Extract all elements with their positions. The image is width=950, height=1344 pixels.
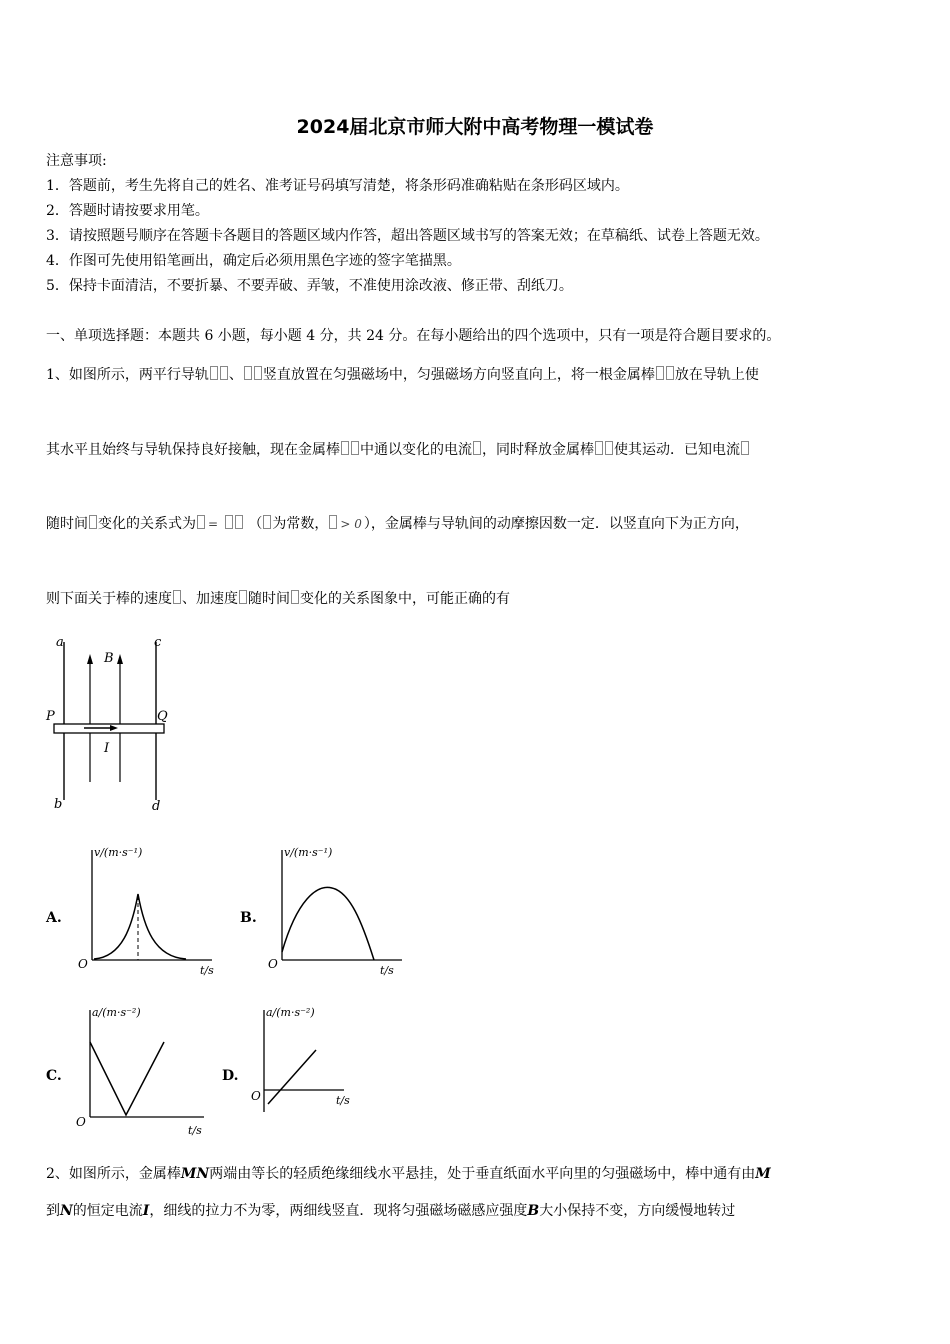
acceleration-line <box>90 1042 164 1115</box>
q1-text: 使其运动．已知电流 <box>614 442 740 458</box>
label-a: a <box>56 635 64 650</box>
question-1-line-4 <box>46 589 510 609</box>
formula-placeholder <box>595 441 603 455</box>
notice-item-4: 4．作图可先使用铅笔画出，确定后必须用黑色字迹的签字笔描黑。 <box>46 253 461 269</box>
formula-eq: = <box>208 517 222 531</box>
formula-placeholder <box>239 590 247 604</box>
q1-text: 、加速度 <box>182 591 238 607</box>
graph-c <box>72 1002 222 1137</box>
q1-text: 变化的关系图象中，可能正确的有 <box>300 591 510 607</box>
acceleration-line <box>268 1050 316 1104</box>
label-current: I <box>104 741 110 756</box>
option-c-label[interactable]: C. <box>46 1068 62 1084</box>
q2-text: 2、如图所示，金属棒 <box>46 1166 181 1182</box>
label-p: P <box>46 709 55 724</box>
q1-text: 、 <box>228 367 243 383</box>
y-axis-label: a/(m·s⁻²) <box>266 1006 315 1019</box>
option-a-label[interactable]: A. <box>46 910 62 926</box>
q1-text: 竖直放置在匀强磁场中，匀强磁场方向竖直向上，将一根金属棒 <box>262 367 655 383</box>
x-axis-label: t/s <box>200 964 214 977</box>
formula-placeholder <box>254 366 262 380</box>
velocity-curve <box>94 894 186 959</box>
formula-placeholder <box>341 441 349 455</box>
formula-placeholder <box>197 515 205 529</box>
origin-label: O <box>251 1089 261 1103</box>
origin-label: O <box>76 1115 86 1129</box>
q1-text: 随时间 <box>248 591 290 607</box>
formula-placeholder <box>225 515 233 529</box>
x-axis-label: t/s <box>380 964 394 977</box>
formula-placeholder <box>329 515 337 529</box>
graph-b <box>262 842 412 977</box>
velocity-curve <box>282 887 374 960</box>
y-axis-label: v/(m·s⁻¹) <box>284 846 333 859</box>
q2-text: ，细线的拉力不为零，两细线竖直．现将匀强磁场磁感应强度 <box>149 1203 528 1219</box>
label-b: b <box>54 797 63 812</box>
section-heading: 一、单项选择题：本题共 6 小题，每小题 4 分，共 24 分。在每小题给出的四个选项中，只有一项是符合题目要求的。 <box>46 328 781 344</box>
x-axis-label: t/s <box>188 1124 202 1137</box>
notice-item-1: 1．答题前，考生先将自己的姓名、准考证号码填写清楚，将条形码准确粘贴在条形码区域内。 <box>46 178 629 194</box>
notice-item-3: 3．请按照题号顺序在答题卡各题目的答题区域内作答，超出答题区域书写的答案无效；在草稿纸、试卷上答题无效。 <box>46 228 769 244</box>
q2-text: 大小保持不变，方向缓慢地转过 <box>539 1203 736 1219</box>
label-q: Q <box>157 709 168 724</box>
y-axis-label: a/(m·s⁻²) <box>92 1006 141 1019</box>
formula-placeholder <box>263 515 271 529</box>
notice-heading: 注意事项: <box>46 153 107 169</box>
option-b-label[interactable]: B. <box>240 910 257 926</box>
option-d-label[interactable]: D. <box>222 1068 239 1084</box>
question-1-line-2 <box>46 440 750 460</box>
q1-text: ，同时释放金属棒 <box>482 442 594 458</box>
origin-label: O <box>78 957 88 971</box>
q1-text: 随时间 <box>46 516 88 532</box>
q1-text: 放在导轨上使 <box>674 367 759 383</box>
q1-text: ），金属棒与导轨间的动摩擦因数一定．以竖直向下为正方向， <box>363 516 749 532</box>
question-1-line-1 <box>46 365 759 385</box>
q2-text: 的恒定电流 <box>72 1203 143 1219</box>
question-1-line-3 <box>46 514 749 534</box>
q1-text: 1、如图所示，两平行导轨 <box>46 367 209 383</box>
formula-placeholder <box>473 441 481 455</box>
q1-text: （ <box>248 516 263 532</box>
label-d: d <box>152 799 161 814</box>
label-c: c <box>154 635 162 650</box>
q2-text: 两端由等长的轻质绝缘细线水平悬挂，处于垂直纸面水平向里的匀强磁场中，棒中通有由 <box>209 1166 756 1182</box>
notice-item-2: 2．答题时请按要求用笔。 <box>46 203 209 219</box>
q1-text: 变化的关系式为 <box>98 516 196 532</box>
formula-placeholder <box>351 441 359 455</box>
formula-placeholder <box>210 366 218 380</box>
formula-placeholder <box>173 590 181 604</box>
q1-text: 为常数， <box>272 516 329 532</box>
field-arrow <box>117 654 123 664</box>
label-b-field: B <box>104 651 114 666</box>
q1-text: 则下面关于棒的速度 <box>46 591 172 607</box>
formula-placeholder <box>220 366 228 380</box>
field-arrow <box>87 654 93 664</box>
q1-text: 其水平且始终与导轨保持良好接触，现在金属棒 <box>46 442 340 458</box>
q2-var: M <box>755 1166 771 1182</box>
q2-var: MN <box>180 1166 210 1182</box>
formula-placeholder <box>244 366 252 380</box>
formula-placeholder <box>741 441 749 455</box>
q2-var: N <box>60 1203 73 1219</box>
formula-placeholder <box>605 441 613 455</box>
origin-label: O <box>268 957 278 971</box>
notice-item-5: 5．保持卡面清洁，不要折暴、不要弄破、弄皱，不准使用涂改液、修正带、刮纸刀。 <box>46 278 573 294</box>
y-axis-label: v/(m·s⁻¹) <box>94 846 143 859</box>
formula-placeholder <box>656 366 664 380</box>
question-2-line-1 <box>46 1164 771 1184</box>
rails-figure <box>44 632 174 817</box>
formula-gt: > 0 <box>340 517 362 531</box>
q1-text: 中通以变化的电流 <box>360 442 472 458</box>
formula-placeholder <box>89 515 97 529</box>
question-2-line-2 <box>46 1201 735 1221</box>
graph-a <box>72 842 222 977</box>
formula-placeholder <box>291 590 299 604</box>
x-axis-label: t/s <box>336 1094 350 1107</box>
formula-placeholder <box>666 366 674 380</box>
q2-var: I <box>142 1203 150 1219</box>
formula-placeholder <box>235 515 243 529</box>
q2-text: 到 <box>46 1203 60 1219</box>
q2-var: B <box>527 1203 540 1219</box>
graph-d <box>248 1002 398 1137</box>
page-title: 2024届北京市师大附中高考物理一模试卷 <box>296 116 654 138</box>
